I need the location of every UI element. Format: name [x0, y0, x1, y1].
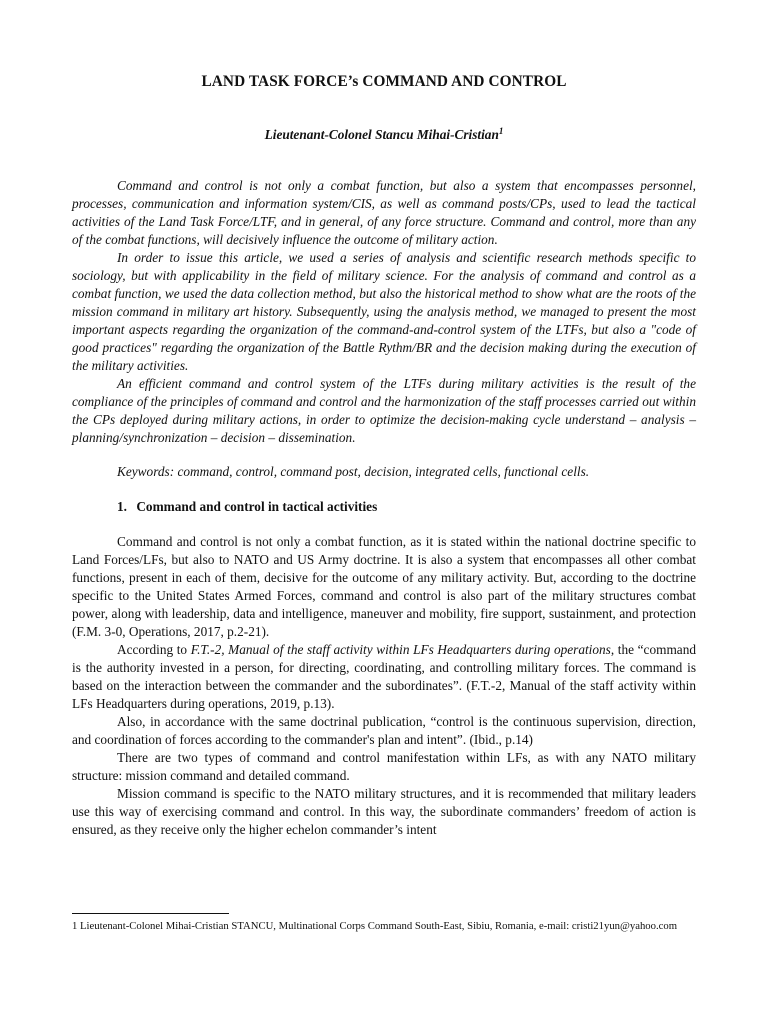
- body-paragraph: There are two types of command and control manifestation within LFs, as with any NATO military structure: mission command and detailed command.: [72, 750, 696, 783]
- body-text-span: According to: [117, 642, 191, 657]
- body-text-span: , the “command is the authority invested in a person, for directing, coordinating, and controlling military forces. The command is based on the interaction between the commander and the subordinates”. (F.T.-2, Manual of the staff activity within LFs Headquarters during operations, 2019, p.13).: [72, 642, 696, 711]
- paper-title: LAND TASK FORCE’s COMMAND AND CONTROL: [201, 73, 567, 90]
- author-name: Lieutenant-Colonel Stancu Mihai-Cristian: [264, 127, 499, 142]
- section-title: Command and control in tactical activities: [136, 499, 378, 514]
- body-paragraph: Mission command is specific to the NATO military structures, and it is recommended that military leaders use this way of exercising command and control. In this way, the subordinate commanders’ freedom of action is ensured, as they receive only the higher echelon commander’s intent: [72, 786, 696, 837]
- footnote: 1 Lieutenant-Colonel Mihai-Cristian STANCU, Multinational Corps Command South-East, Sibiu, Romania, e-mail: cristi21yun@yahoo.com: [72, 920, 678, 932]
- section-number: 1.: [117, 499, 127, 514]
- body-paragraph: Also, in accordance with the same doctrinal publication, “control is the continuous supervision, direction, and coordination of forces according to the commander's plan and intent”. (Ibid., p.14): [72, 714, 696, 747]
- body-paragraph: [72, 641, 696, 713]
- page-content: [72, 72, 696, 839]
- section-heading: [72, 498, 696, 516]
- abstract-paragraph: Command and control is not only a combat function, but also a system that encompasses personnel, processes, communication and information system/CIS, as well as command posts/CPs, used to lead the tactical activities of the Land Task Force/LTF, and in general, of any force structure. Command and control, more than any of the combat functions, will decisively influence the outcome of military action.: [72, 178, 696, 247]
- body-paragraph: Command and control is not only a combat function, as it is stated within the national doctrine specific to Land Forces/LFs, but also to NATO and US Army doctrine. It is also a system that encompasses all other combat functions, present in each of them, decisive for the outcome of any military activity. But, according to the doctrine specific to the United States Armed Forces, command and control is also part of the military structures combat power, along with leadership, data and intelligence, maneuver and mobility, fire support, sustainment, and protection (F.M. 3-0, Operations, 2017, p.2-21).: [72, 534, 696, 639]
- abstract: [72, 177, 696, 447]
- author-footnote-mark[interactable]: 1: [498, 126, 504, 136]
- keywords: Keywords: command, control, command post, decision, integrated cells, functional cells.: [117, 464, 590, 479]
- abstract-paragraph: An efficient command and control system of the LTFs during military activities is the result of the compliance of the principles of command and control and the harmonization of the staff processes carried out within the CPs deployed during military actions, in order to optimize the decision-making cycle understand – analysis – planning/synchronization – decision – dissemination.: [72, 376, 696, 445]
- author-line: [72, 126, 696, 144]
- doctrine-reference: F.T.-2, Manual of the staff activity within LFs Headquarters during operations: [190, 642, 611, 657]
- footnote-divider: [72, 913, 229, 914]
- body-text: [72, 533, 696, 839]
- abstract-paragraph: In order to issue this article, we used a series of analysis and scientific research methods specific to sociology, but with applicability in the field of military science. For the analysis of command and control as a combat function, we used the data collection method, but also the historical method to show what are the roots of the mission command in military art history. Subsequently, using the analysis method, we managed to present the most important aspects regarding the organization of the command-and-control system of the LTFs, but also a "code of good practices" regarding the organization of the Battle Rythm/BR and the decision making during the execution of the military activities.: [72, 250, 696, 373]
